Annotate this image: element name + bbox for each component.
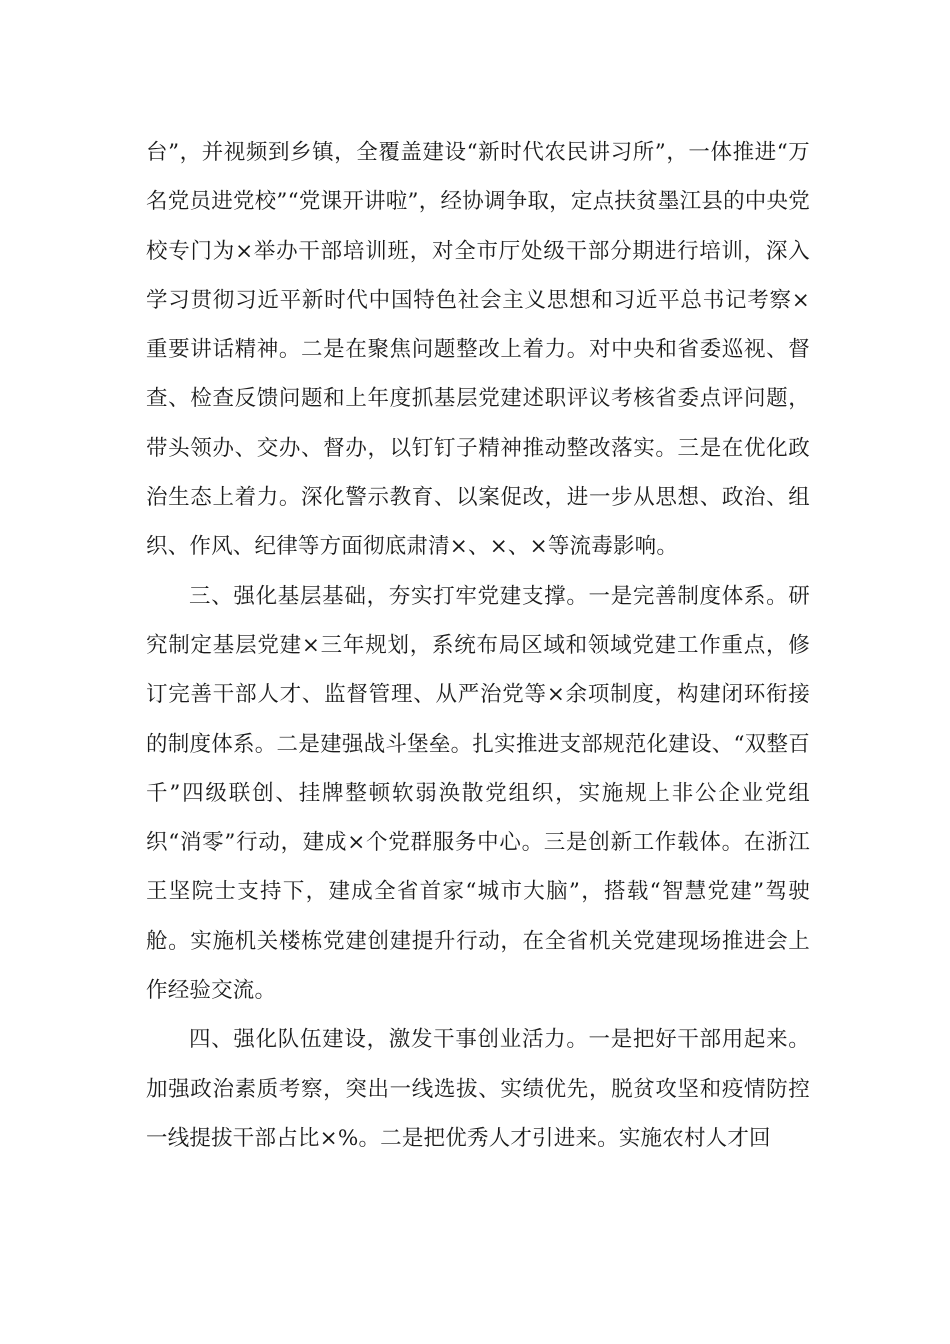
paragraph-section-four: 四、强化队伍建设，激发干事创业活力。一是把好干部用起来。加强政治素质考察，突出一线选拔、实绩优先，脱贫攻坚和疫情防控一线提拔干部占比×%。二是把优秀人才引进来。实施农村人才回 — [146, 1027, 810, 1151]
paragraph-continuation: 台”，并视频到乡镇，全覆盖建设“新时代农民讲习所”，一体推进“万名党员进党校”“党课开讲啦”，经协调争取，定点扶贫墨江县的中央党校专门为×举办干部培训班，对全市厅处级干部分期进行培训，深入学习贯彻习近平新时代中国特色社会主义思想和习近平总书记考察×重要讲话精神。二是在聚焦问题整改上着力。对中央和省委巡视、督查、检查反馈问题和上年度抓基层党建述职评议考核省委点评问题，带头领办、交办、督办，以钉钉子精神推动整改落实。三是在优化政治生态上着力。深化警示教育、以案促改，进一步从思想、政治、组织、作风、纪律等方面彻底肃清×、×、×等流毒影响。 — [146, 140, 810, 560]
document-body — [146, 128, 810, 1163]
paragraph-section-three: 三、强化基层基础，夯实打牢党建支撑。一是完善制度体系。研究制定基层党建×三年规划，系统布局区域和领域党建工作重点，修订完善干部人才、监督管理、从严治党等×余项制度，构建闭环衔接的制度体系。二是建强战斗堡垒。扎实推进支部规范化建设、“双整百千”四级联创、挂牌整顿软弱涣散党组织，实施规上非公企业党组织“消零”行动，建成×个党群服务中心。三是创新工作载体。在浙江王坚院士支持下，建成全省首家“城市大脑”，搭载“智慧党建”驾驶舱。实施机关楼栋党建创建提升行动，在全省机关党建现场推进会上作经验交流。 — [146, 583, 810, 1004]
